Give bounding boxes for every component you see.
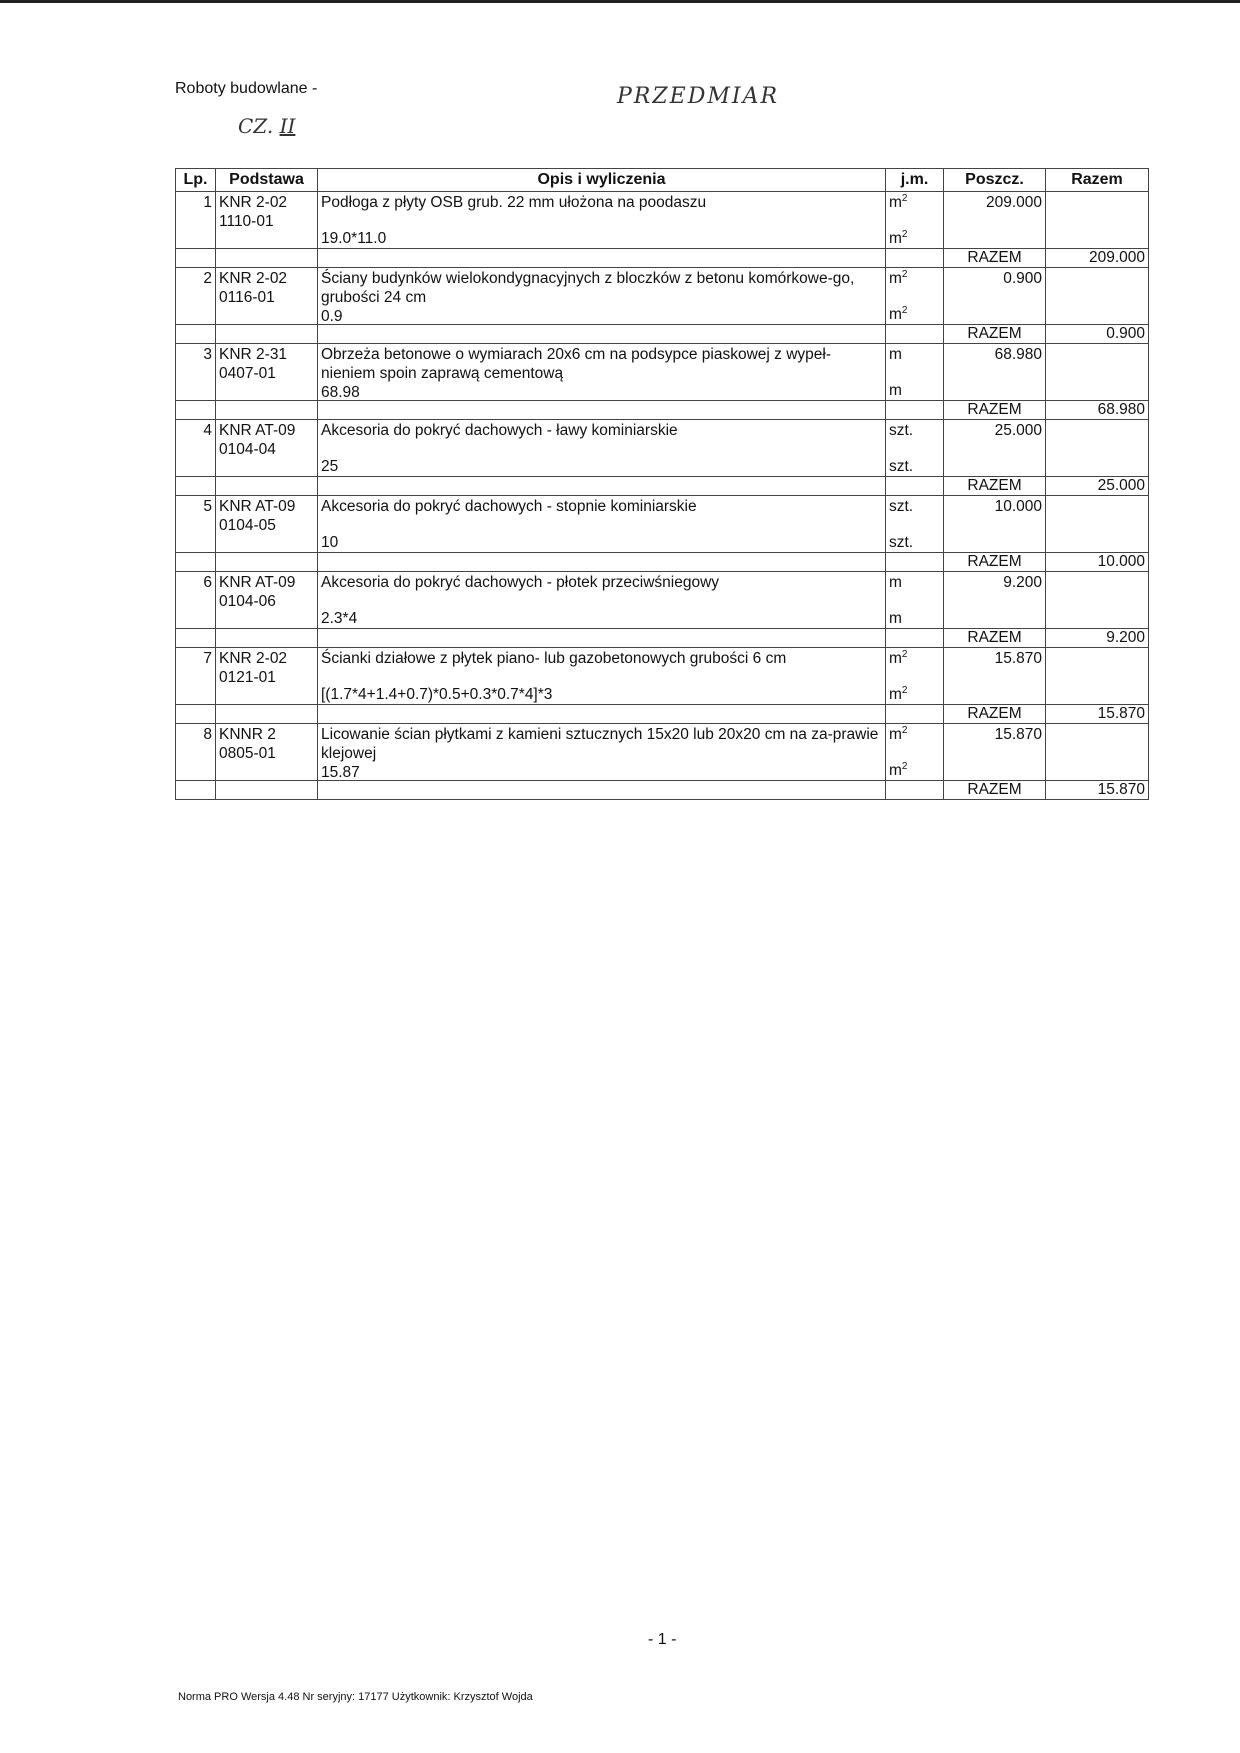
cell-empty [216, 401, 318, 420]
unit-text: m [889, 610, 902, 627]
cell-empty [216, 249, 318, 268]
unit-text: m [889, 230, 902, 247]
cell-empty [216, 705, 318, 724]
table-row [176, 496, 1149, 553]
jm-header-unit [889, 193, 940, 212]
opis-text: Ściany budynków wielokondygnacyjnych z bloczków z betonu komórkowe-go, grubości 24 cm [321, 270, 855, 306]
opis-text: Licowanie ścian płytkami z kamieni sztucznych 15x20 lub 20x20 cm na za-prawie klejowej [321, 726, 879, 762]
unit-text: m [889, 382, 902, 399]
jm-calc-unit [889, 685, 940, 704]
unit-text: szt. [889, 422, 914, 439]
unit-superscript: 2 [901, 684, 908, 696]
cell-empty [176, 325, 216, 344]
software-footer: Norma PRO Wersja 4.48 Nr seryjny: 17177 Użytkownik: Krzysztof Wojda [178, 1691, 533, 1703]
wyliczenie-text: [(1.7*4+1.4+0.7)*0.5+0.3*0.7*4]*3 [321, 686, 553, 703]
podstawa-catalog: KNR AT-09 [219, 422, 296, 439]
podstawa-position: 0104-06 [219, 593, 276, 610]
wyliczenie-text: 68.98 [321, 384, 360, 401]
cell-empty [886, 401, 944, 420]
cell-lp: 8 [176, 724, 216, 781]
razem-value: 209.000 [1046, 249, 1149, 268]
cell-empty [216, 553, 318, 572]
cell-razem-empty [1046, 192, 1149, 249]
podstawa-position: 0116-01 [219, 289, 275, 306]
podstawa-position: 0104-05 [219, 517, 276, 534]
table-row [176, 268, 1149, 325]
cell-empty [886, 781, 944, 800]
przedmiar-table [175, 168, 1149, 800]
cell-empty [216, 325, 318, 344]
cell-opis [318, 344, 886, 401]
jm-calc-unit [889, 457, 940, 476]
cell-jm [886, 192, 944, 249]
table-header-row [176, 169, 1149, 192]
cell-empty [176, 705, 216, 724]
cell-opis [318, 648, 886, 705]
unit-superscript: 2 [901, 304, 908, 316]
razem-value: 25.000 [1046, 477, 1149, 496]
razem-row [176, 477, 1149, 496]
podstawa-catalog: KNR 2-31 [219, 346, 288, 363]
unit-superscript: 2 [901, 192, 908, 204]
cell-empty [176, 781, 216, 800]
razem-row [176, 553, 1149, 572]
unit-superscript: 2 [901, 724, 908, 736]
cell-empty [216, 781, 318, 800]
podstawa-position: 0104-04 [219, 441, 276, 458]
jm-header-unit [889, 573, 940, 592]
handwritten-part-label [238, 114, 295, 138]
cell-razem-empty [1046, 572, 1149, 629]
cell-podstawa [216, 192, 318, 249]
unit-text: m [889, 194, 902, 211]
razem-value: 15.870 [1046, 705, 1149, 724]
razem-row [176, 401, 1149, 420]
cell-empty [886, 553, 944, 572]
cell-podstawa [216, 420, 318, 477]
jm-header-unit [889, 421, 940, 440]
cell-jm [886, 724, 944, 781]
cell-poszcz: 15.870 [944, 648, 1046, 705]
cell-jm [886, 572, 944, 629]
opis-text: Akcesoria do pokryć dachowych - ławy kominiarskie [321, 422, 678, 439]
razem-label: RAZEM [944, 553, 1046, 572]
cell-opis [318, 192, 886, 249]
cell-opis [318, 724, 886, 781]
unit-text: m [889, 762, 902, 779]
cell-razem-empty [1046, 496, 1149, 553]
cell-empty [318, 781, 886, 800]
cell-empty [216, 477, 318, 496]
razem-row [176, 325, 1149, 344]
table-row [176, 344, 1149, 401]
cell-poszcz: 25.000 [944, 420, 1046, 477]
cell-lp: 3 [176, 344, 216, 401]
podstawa-catalog: KNR 2-02 [219, 650, 288, 667]
cell-lp: 7 [176, 648, 216, 705]
unit-superscript: 2 [901, 268, 908, 280]
razem-row [176, 629, 1149, 648]
jm-calc-unit [889, 761, 940, 780]
table-row [176, 724, 1149, 781]
unit-text: m [889, 346, 902, 363]
cell-empty [176, 629, 216, 648]
cell-razem-empty [1046, 268, 1149, 325]
cell-razem-empty [1046, 420, 1149, 477]
unit-text: m [889, 650, 902, 667]
podstawa-catalog: KNR AT-09 [219, 574, 296, 591]
page-number: - 1 - [648, 1631, 677, 1648]
column-header-lp: Lp. [176, 169, 216, 192]
cell-lp: 5 [176, 496, 216, 553]
table-body [176, 192, 1149, 800]
wyliczenie-text: 25 [321, 458, 339, 475]
cell-podstawa [216, 572, 318, 629]
unit-superscript: 2 [901, 228, 908, 240]
opis-text: Podłoga z płyty OSB grub. 22 mm ułożona na poodaszu [321, 194, 707, 211]
cell-razem-empty [1046, 648, 1149, 705]
jm-header-unit [889, 725, 940, 744]
cell-poszcz: 15.870 [944, 724, 1046, 781]
razem-value: 0.900 [1046, 325, 1149, 344]
cell-empty [176, 401, 216, 420]
column-header-jm: j.m. [886, 169, 944, 192]
razem-value: 15.870 [1046, 781, 1149, 800]
unit-text: szt. [889, 498, 914, 515]
cell-opis [318, 572, 886, 629]
cell-podstawa [216, 724, 318, 781]
unit-superscript: 2 [901, 648, 908, 660]
opis-text: Obrzeża betonowe o wymiarach 20x6 cm na podsypce piaskowej z wypeł-nieniem spoin zaprawą cementową [321, 346, 832, 382]
cell-poszcz: 9.200 [944, 572, 1046, 629]
cell-poszcz: 10.000 [944, 496, 1046, 553]
cell-poszcz: 209.000 [944, 192, 1046, 249]
razem-label: RAZEM [944, 401, 1046, 420]
document-header: Roboty budowlane - [175, 80, 318, 97]
cell-empty [318, 629, 886, 648]
jm-calc-unit [889, 229, 940, 248]
razem-value: 68.980 [1046, 401, 1149, 420]
cell-lp: 4 [176, 420, 216, 477]
podstawa-position: 0805-01 [219, 745, 276, 762]
cell-empty [176, 477, 216, 496]
razem-label: RAZEM [944, 477, 1046, 496]
cell-podstawa [216, 648, 318, 705]
cell-podstawa [216, 496, 318, 553]
opis-text: Ścianki działowe z płytek piano- lub gazobetonowych grubości 6 cm [321, 650, 787, 667]
cell-poszcz: 0.900 [944, 268, 1046, 325]
cell-jm [886, 648, 944, 705]
podstawa-catalog: KNR AT-09 [219, 498, 296, 515]
podstawa-catalog: KNNR 2 [219, 726, 276, 743]
wyliczenie-text: 2.3*4 [321, 610, 358, 627]
cell-lp: 1 [176, 192, 216, 249]
razem-value: 10.000 [1046, 553, 1149, 572]
jm-calc-unit [889, 381, 940, 400]
cell-podstawa [216, 344, 318, 401]
cell-jm [886, 344, 944, 401]
opis-text: Akcesoria do pokryć dachowych - płotek przeciwśniegowy [321, 574, 720, 591]
handwritten-part-roman: II [279, 114, 296, 138]
razem-row [176, 705, 1149, 724]
razem-row [176, 249, 1149, 268]
podstawa-position: 0121-01 [219, 669, 276, 686]
cell-opis [318, 496, 886, 553]
table-row [176, 572, 1149, 629]
unit-superscript: 2 [901, 760, 908, 772]
cell-empty [886, 629, 944, 648]
handwritten-title: PRZEDMIAR [617, 84, 780, 109]
cell-empty [318, 325, 886, 344]
cell-empty [176, 249, 216, 268]
cell-jm [886, 268, 944, 325]
cell-empty [318, 705, 886, 724]
wyliczenie-text: 0.9 [321, 308, 343, 325]
wyliczenie-text: 10 [321, 534, 339, 551]
razem-row [176, 781, 1149, 800]
column-header-poszcz: Poszcz. [944, 169, 1046, 192]
unit-text: m [889, 726, 902, 743]
cell-poszcz: 68.980 [944, 344, 1046, 401]
jm-calc-unit [889, 533, 940, 552]
cell-opis [318, 268, 886, 325]
unit-text: m [889, 686, 902, 703]
razem-label: RAZEM [944, 249, 1046, 268]
table-row [176, 420, 1149, 477]
podstawa-catalog: KNR 2-02 [219, 270, 288, 287]
razem-label: RAZEM [944, 629, 1046, 648]
unit-text: m [889, 574, 902, 591]
razem-label: RAZEM [944, 705, 1046, 724]
unit-text: szt. [889, 534, 914, 551]
jm-header-unit [889, 497, 940, 516]
cell-lp: 2 [176, 268, 216, 325]
jm-header-unit [889, 345, 940, 364]
wyliczenie-text: 19.0*11.0 [321, 230, 387, 247]
cell-razem-empty [1046, 344, 1149, 401]
cell-empty [318, 401, 886, 420]
razem-label: RAZEM [944, 325, 1046, 344]
handwritten-part-prefix: CZ. [238, 114, 274, 138]
jm-header-unit [889, 649, 940, 668]
jm-header-unit [889, 269, 940, 288]
cell-podstawa [216, 268, 318, 325]
cell-empty [886, 325, 944, 344]
podstawa-position: 0407-01 [219, 365, 276, 382]
unit-text: m [889, 306, 902, 323]
jm-calc-unit [889, 305, 940, 324]
cell-empty [216, 629, 318, 648]
column-header-podstawa: Podstawa [216, 169, 318, 192]
cell-empty [318, 249, 886, 268]
table-row [176, 648, 1149, 705]
razem-label: RAZEM [944, 781, 1046, 800]
table-row [176, 192, 1149, 249]
razem-value: 9.200 [1046, 629, 1149, 648]
cell-razem-empty [1046, 724, 1149, 781]
podstawa-catalog: KNR 2-02 [219, 194, 288, 211]
podstawa-position: 1110-01 [219, 213, 274, 230]
cell-empty [318, 553, 886, 572]
cell-empty [318, 477, 886, 496]
cell-lp: 6 [176, 572, 216, 629]
column-header-opis: Opis i wyliczenia [318, 169, 886, 192]
unit-text: szt. [889, 458, 914, 475]
opis-text: Akcesoria do pokryć dachowych - stopnie kominiarskie [321, 498, 697, 515]
cell-empty [886, 705, 944, 724]
cell-opis [318, 420, 886, 477]
cell-empty [886, 477, 944, 496]
cell-jm [886, 496, 944, 553]
cell-empty [886, 249, 944, 268]
scan-top-edge [0, 0, 1240, 3]
cell-jm [886, 420, 944, 477]
cell-empty [176, 553, 216, 572]
unit-text: m [889, 270, 902, 287]
jm-calc-unit [889, 609, 940, 628]
column-header-razem: Razem [1046, 169, 1149, 192]
wyliczenie-text: 15.87 [321, 764, 360, 781]
